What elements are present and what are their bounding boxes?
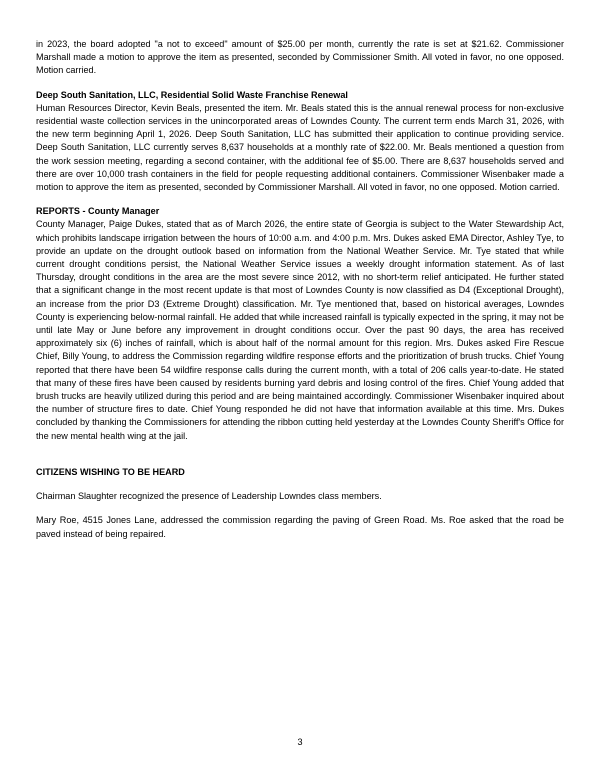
spacer (36, 503, 564, 514)
heading-deep-south-sanitation: Deep South Sanitation, LLC, Residential Solid Waste Franchise Renewal (36, 89, 348, 100)
paragraph-mary-roe: Mary Roe, 4515 Jones Lane, addressed the commission regarding the paving of Green Road. Ms. Roe asked that the road be paved instead of being repaired. (36, 515, 564, 539)
heading-reports-county-manager: REPORTS - County Manager (36, 206, 160, 217)
paragraph-rate-motion: in 2023, the board adopted "a not to exceed" amount of $25.00 per month, currently the rate is set at $21.62. Commissioner Marshall made a motion to approve the item as presented, seconded by Commissioner Smith. All voted in favor, no one opposed. Motion carried. (36, 39, 564, 76)
page-number: 3 (297, 737, 303, 747)
paragraph-leadership-lowndes: Chairman Slaughter recognized the presence of Leadership Lowndes class members. (36, 491, 382, 502)
spacer (36, 443, 564, 455)
paragraph-county-manager-report: County Manager, Paige Dukes, stated that as of March 2026, the entire state of Georgia is subject to the Water Stewardship Act, which prohibits landscape irrigation between the hours of 10:00 a.m. and 4:00 p.m. Mrs. Dukes asked EMA Director, Ashley Tye, to provide an update on the drought outlook based on information from the National Weather Service. Mr. Tye stated that while current drought conditions persist, the National Weather Service issues a weekly drought information statement. As of last Thursday, drought conditions in the area are the most severe since 2012, with no short-term relief anticipated. He further stated that a significant change in the most recent update is that most of Lowndes County is now classified as D4 (Exceptional Drought), an increase from the prior D3 (Extreme Drought) classification. Mr. Tye mentioned that, based on historical averages, Lowndes County is experiencing below-normal rainfall. He added that while increased rainfall is typically expected in the spring, it may not be until late May or June before any improvement in drought conditions occur. Over the past 90 days, the area has received approximately six (6) inches of rainfall, which is about half of the normal amount for this region. Mrs. Dukes asked Fire Rescue Chief, Billy Young, to address the Commission regarding wildfire response efforts and the prioritization of brush trucks. Chief Young reported that there have been 54 wildfire response calls during the current month, with a total of 206 calls year-to-date. He stated that many of these fires have been caused by residents burning yard debris and losing control of the fires. Chief Young added that brush trucks are heavily utilized during this period and are being maintained accordingly. Commissioner Wisenbaker inquired about the number of structure fires to date. Chief Young responded he did not have that information available at this time. Mrs. Dukes concluded by thanking the Commissioners for attending the ribbon cutting held yesterday at the Lowndes County Sheriff's Office for the new mental health wing at the jail. (36, 219, 564, 441)
spacer (36, 479, 564, 490)
paragraph-deep-south-sanitation: Human Resources Director, Kevin Beals, presented the item. Mr. Beals stated this is the annual renewal process for non-exclusive residential waste collection services in the unincorporated areas of Lowndes County. The current term ends March 31, 2026, with the new term beginning April 1, 2026. Deep South Sanitation, LLC has submitted their application to continue providing service. Deep South Sanitation, LLC currently serves 8,637 households at a monthly rate of $22.00. Mr. Beals mentioned a question from the work session meeting, regarding a second container, with the additional fee of $5.00. There are 8,637 households served and there are over 10,000 trash containers in the field for people requesting additional containers. Commissioner Wisenbaker made a motion to approve the item as presented, seconded by Commissioner Marshall. All voted in favor, no one opposed. Motion carried. (36, 102, 564, 193)
heading-citizens-wishing-to-be-heard: CITIZENS WISHING TO BE HEARD (36, 466, 185, 477)
